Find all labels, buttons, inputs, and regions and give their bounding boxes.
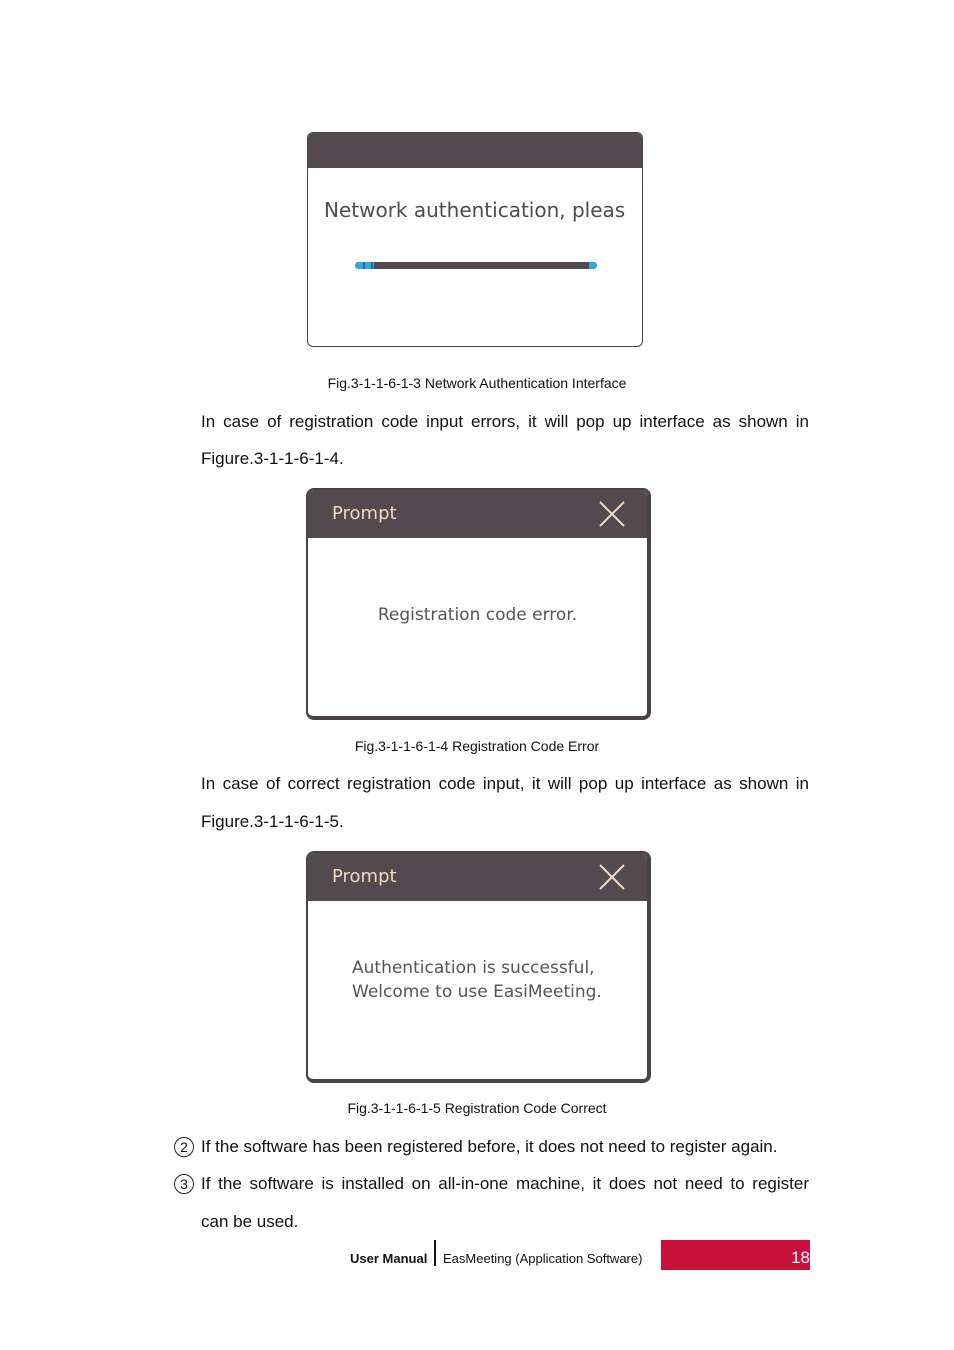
paragraph-line: Figure.3-1-1-6-1-5.: [201, 812, 344, 831]
dialog-titlebar: [308, 133, 642, 168]
dialog-message: Registration code error.: [377, 605, 578, 625]
paragraph-line: In case of registration code input errors, it will pop up interface as shown in: [201, 412, 809, 431]
footer-product-name: EasMeeting (Application Software): [443, 1251, 643, 1266]
footer-accent-bar: [661, 1240, 810, 1270]
list-item-continuation: can be used.: [201, 1212, 299, 1231]
figure-caption: Fig.3-1-1-6-1-5 Registration Code Correct: [347, 1100, 607, 1116]
success-prompt-dialog: [306, 851, 651, 1083]
page-number: 18: [791, 1248, 810, 1267]
footer-divider: [434, 1240, 436, 1266]
list-item: If the software has been registered before, it does not need to register again.: [201, 1137, 778, 1156]
figure-caption: Fig.3-1-1-6-1-4 Registration Code Error: [354, 738, 600, 754]
progress-tick: [371, 262, 373, 269]
circled-number-marker: 2: [174, 1137, 194, 1157]
paragraph-line: In case of correct registration code input, it will pop up interface as shown in: [201, 774, 809, 793]
auth-progress-bar: [355, 262, 597, 269]
auth-message: Network authentication, pleas: [324, 198, 626, 222]
dialog-titlebar: [308, 853, 647, 901]
dialog-titlebar: [308, 490, 647, 538]
dialog-message-line: Authentication is successful,: [352, 958, 595, 978]
network-auth-dialog: [307, 132, 643, 347]
dialog-title: Prompt: [332, 866, 397, 887]
figure-caption: Fig.3-1-1-6-1-3 Network Authentication Interface: [327, 375, 627, 391]
footer-document-type: User Manual: [350, 1251, 428, 1266]
progress-end-cap: [589, 262, 597, 269]
paragraph-line: Figure.3-1-1-6-1-4.: [201, 449, 344, 468]
close-icon[interactable]: [597, 499, 627, 529]
close-icon[interactable]: [597, 862, 627, 892]
progress-tick: [363, 262, 365, 269]
dialog-title: Prompt: [332, 503, 397, 524]
error-prompt-dialog: [306, 488, 651, 720]
dialog-message-line: Welcome to use EasiMeeting.: [352, 982, 602, 1002]
circled-number-marker: 3: [174, 1174, 194, 1194]
dialog-message: [352, 956, 647, 1004]
list-item: If the software is installed on all-in-one machine, it does not need to register: [201, 1174, 809, 1193]
